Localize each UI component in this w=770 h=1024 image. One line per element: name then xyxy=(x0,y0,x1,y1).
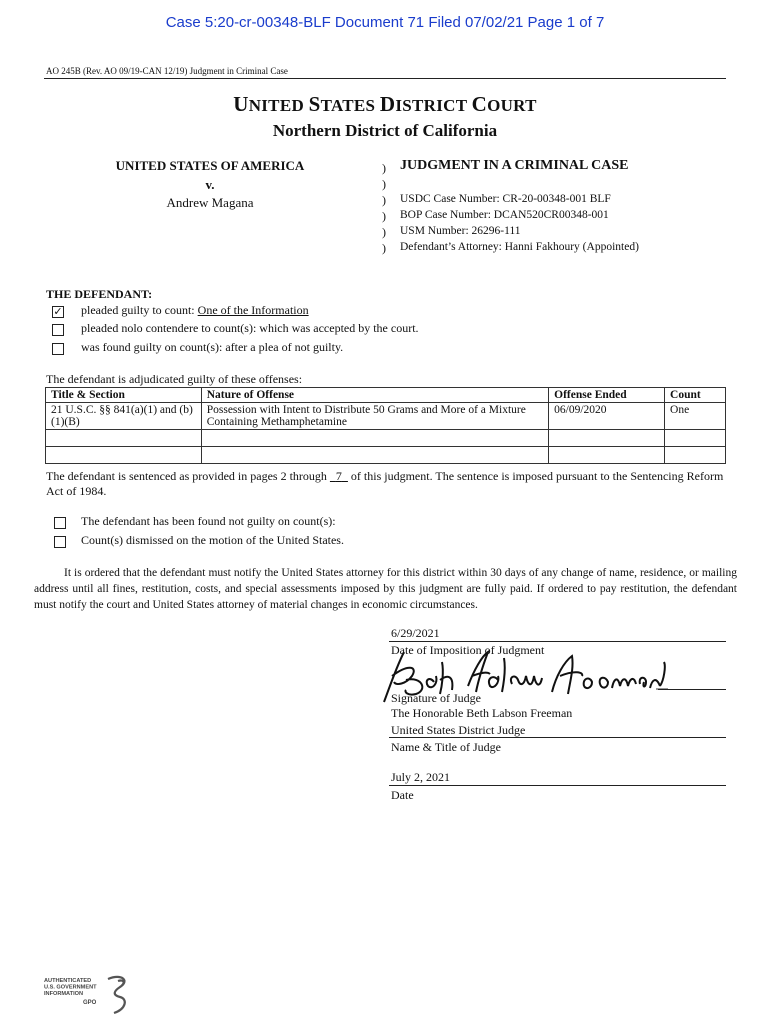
dismissed-checkbox[interactable] xyxy=(54,536,66,548)
table-cell xyxy=(201,430,548,447)
sentence-text-after: of this judgment. The sentence is imposed pursuant to the Sentencing Reform Act of 1984. xyxy=(46,469,724,498)
offense-table xyxy=(45,387,726,464)
table-header: Count xyxy=(665,388,726,403)
gpo-logo-text: U.S. GOVERNMENT xyxy=(44,984,97,991)
docket-header: Case 5:20-cr-00348-BLF Document 71 Filed 07/02/21 Page 1 of 7 xyxy=(165,14,605,31)
defendant-heading: THE DEFENDANT: xyxy=(46,287,153,301)
found-guilty-checkbox[interactable] xyxy=(52,343,64,355)
plea-nolo-checkbox[interactable] xyxy=(52,324,64,336)
table-cell: 06/09/2020 xyxy=(549,403,665,430)
table-cell: 21 U.S.C. §§ 841(a)(1) and (b)(1)(B) xyxy=(46,403,202,430)
not-guilty-text: The defendant has been found not guilty on count(s): xyxy=(81,514,336,528)
court-smallcaps: ISTRICT xyxy=(395,96,472,115)
table-header-row xyxy=(46,388,726,403)
signature-rule-extension xyxy=(658,689,726,690)
plea-guilty-count: One of the Information xyxy=(197,303,309,317)
signature-label: Signature of Judge xyxy=(391,691,481,705)
plea-guilty-prefix: pleaded guilty to count: xyxy=(81,303,198,317)
bop-number: BOP Case Number: DCAN520CR00348-001 xyxy=(400,209,609,221)
versus-label: v. xyxy=(205,177,215,192)
court-name xyxy=(0,92,770,117)
gpo-authentication-logo xyxy=(40,973,140,1017)
court-cap: D xyxy=(379,92,396,116)
plaintiff-name: UNITED STATES OF AMERICA xyxy=(115,158,305,173)
table-header: Title & Section xyxy=(46,388,202,403)
table-cell xyxy=(665,447,726,464)
plea-guilty-checkbox[interactable]: ✓ xyxy=(53,305,63,318)
court-smallcaps: TATES xyxy=(320,96,380,115)
name-title-label: Name & Title of Judge xyxy=(391,740,501,754)
caption-paren: ) xyxy=(382,193,386,207)
table-header: Nature of Offense xyxy=(201,388,548,403)
sentence-pages-value: 7 xyxy=(335,469,342,483)
caption-paren: ) xyxy=(382,225,386,239)
table-cell xyxy=(665,430,726,447)
judgment-title: JUDGMENT IN A CRIMINAL CASE xyxy=(400,158,629,173)
judge-name: The Honorable Beth Labson Freeman xyxy=(391,706,573,720)
defense-attorney: Defendant’s Attorney: Hanni Fakhoury (Appointed) xyxy=(400,241,639,253)
table-row xyxy=(46,447,726,464)
table-row xyxy=(46,403,726,430)
imposition-date: 6/29/2021 xyxy=(391,626,440,640)
plea-nolo-text: pleaded nolo contendere to count(s): which was accepted by the court. xyxy=(81,321,419,335)
case-number: USDC Case Number: CR-20-00348-001 BLF xyxy=(400,193,611,205)
signature-date: July 2, 2021 xyxy=(391,770,451,784)
imposition-rule xyxy=(389,641,726,642)
sentence-paragraph xyxy=(46,469,726,499)
table-row xyxy=(46,430,726,447)
gpo-logo-text: INFORMATION xyxy=(44,991,84,997)
gpo-logo-text: GPO xyxy=(83,1000,97,1006)
not-guilty-checkbox[interactable] xyxy=(54,517,66,529)
gpo-eagle-icon xyxy=(108,977,125,1013)
imposition-label: Date of Imposition of Judgment xyxy=(391,643,545,657)
order-paragraph: It is ordered that the defendant must notify the United States attorney for this district within 30 days of any change of name, residence, or mailing address until all fines, restitution, costs, and special assessments imposed by this judgment are fully paid. If ordered to pay restitution, the defendant must notify the court and United States attorney of material changes in economic circumstances. xyxy=(34,567,737,611)
dismissed-text: Count(s) dismissed on the motion of the United States. xyxy=(81,533,344,547)
table-cell xyxy=(201,447,548,464)
caption-paren: ) xyxy=(382,209,386,223)
caption-paren: ) xyxy=(382,177,386,191)
usm-number: USM Number: 26296-111 xyxy=(400,225,521,237)
defendant-name: Andrew Magana xyxy=(166,195,254,210)
header-rule xyxy=(44,78,726,79)
court-cap: S xyxy=(308,92,321,116)
court-cap: U xyxy=(233,92,249,116)
table-cell xyxy=(549,447,665,464)
table-cell xyxy=(46,447,202,464)
offenses-intro: The defendant is adjudicated guilty of these offenses: xyxy=(46,372,303,386)
sentence-text-before: The defendant is sentenced as provided in pages 2 through xyxy=(46,469,330,483)
table-cell xyxy=(549,430,665,447)
caption-paren: ) xyxy=(382,161,386,175)
table-cell: Possession with Intent to Distribute 50 Grams and More of a Mixture Containing Methamphetamine xyxy=(201,403,548,430)
name-title-rule xyxy=(389,737,726,738)
plea-guilty-text xyxy=(81,303,309,318)
date-rule xyxy=(389,785,726,786)
court-smallcaps: OURT xyxy=(487,96,537,115)
table-header: Offense Ended xyxy=(549,388,665,403)
court-smallcaps: NITED xyxy=(248,96,309,115)
found-guilty-text: was found guilty on count(s): after a plea of not guilty. xyxy=(81,340,344,354)
sentence-pages xyxy=(330,469,348,483)
date-label: Date xyxy=(391,788,414,802)
district-name: Northern District of California xyxy=(272,121,498,140)
gpo-logo-text: AUTHENTICATED xyxy=(44,978,92,984)
judge-title: United States District Judge xyxy=(391,723,526,737)
court-cap: C xyxy=(471,92,488,116)
caption-paren: ) xyxy=(382,241,386,255)
table-cell: One xyxy=(665,403,726,430)
table-cell xyxy=(46,430,202,447)
form-identifier: AO 245B (Rev. AO 09/19-CAN 12/19) Judgment in Criminal Case xyxy=(46,66,288,76)
